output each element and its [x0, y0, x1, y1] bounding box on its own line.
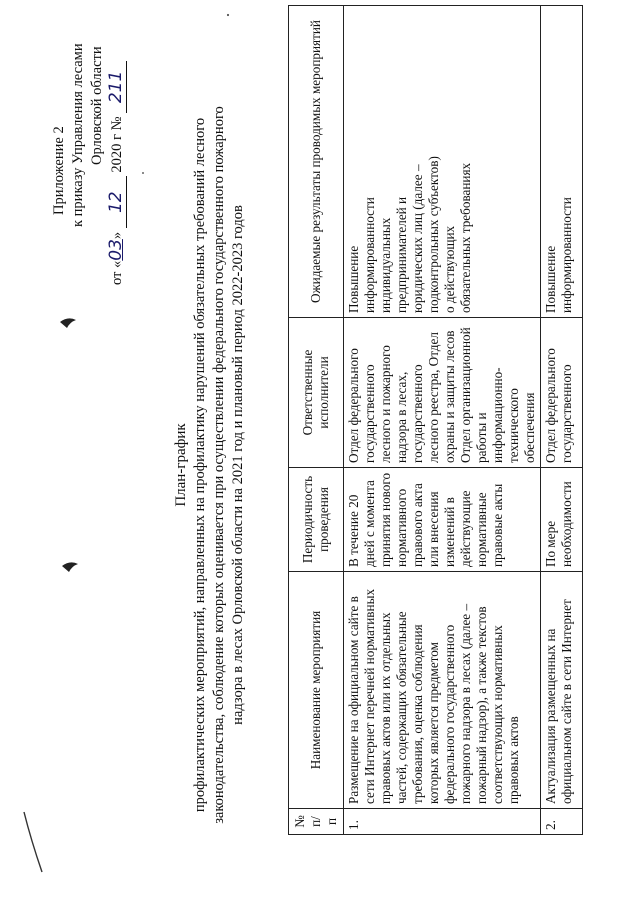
title-line-3: законодательства, соблюдение которых оценивается при осуществлении федерального государственного пожарного — [211, 106, 227, 824]
row-executors: Отдел федерального государственного лесного и пожарного надзора в лесах, государственного лесного реестра, Отдел охраны и защиты лесов Отдел организационной работы и информационно-технического обеспечения — [344, 318, 541, 468]
row-executors: Отдел федерального государственного — [541, 318, 583, 468]
date-prefix: от « — [109, 260, 125, 285]
row-result: Повышение информированности индивидуальных предпринимателей и юридических лиц (далее – подконтрольных субъектов) о действующих обязательных требованиях — [344, 6, 541, 318]
date-mid: » — [109, 231, 125, 240]
appendix-order-ref: к приказу Управления лесами — [70, 43, 86, 227]
row-result: Повышение информированности — [541, 6, 583, 318]
row-name: Размещение на официальном сайте в сети Интернет перечней нормативных правовых актов или их отдельных частей, содержащих обязательные требования, оценка соблюдения которых является предметом федерального государственного пожарного надзора в лесах (далее – пожарный надзор), а также текстов соответствующих нормативных правовых актов — [344, 572, 541, 809]
header-executors: Ответственные исполнители — [289, 318, 344, 468]
title-line-2: профилактических мероприятий, направленных на профилактику нарушений обязательных требований лесного — [192, 117, 208, 813]
appendix-title: Приложение 2 — [51, 126, 67, 215]
scan-dot — [227, 14, 229, 16]
title-heading: План-график — [173, 423, 189, 507]
appendix-region: Орловской области — [89, 46, 105, 165]
title-line-4: надзора в лесах Орловской области на 2021 год и плановый период 2022-2023 годов — [230, 205, 246, 725]
header-name: Наименование мероприятия — [289, 572, 344, 809]
row-name: Актуализация размещенных на официальном сайте в сети Интернет — [541, 572, 583, 809]
header-period: Периодичность проведения — [289, 468, 344, 572]
row-num: 2. — [541, 809, 583, 835]
handwritten-number: 211 — [107, 61, 127, 113]
punch-mark — [62, 562, 78, 572]
date-year: 2020 г № — [109, 116, 125, 173]
row-period: По мере необходимости — [541, 468, 583, 572]
handwritten-day: 03 — [106, 239, 126, 261]
row-period: В течение 20 дней с момента принятия нового нормативного правового акта или внесения изменений в действующие нормативные правовые акты — [344, 468, 541, 572]
punch-mark — [60, 318, 76, 328]
header-results: Ожидаемые результаты проводимых мероприятий — [289, 6, 344, 318]
scan-dot — [142, 172, 144, 174]
handwritten-month: 12 — [107, 176, 127, 228]
header-num: № п/п — [289, 809, 344, 835]
row-num: 1. — [344, 809, 541, 835]
scan-stroke — [24, 812, 42, 872]
